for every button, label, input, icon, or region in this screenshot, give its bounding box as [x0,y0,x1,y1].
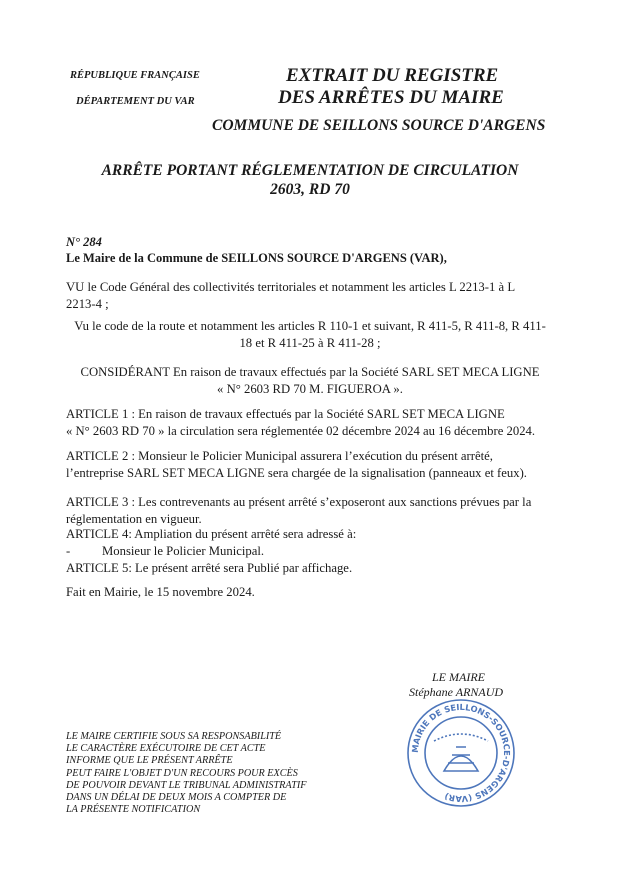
article-2 [66,448,586,482]
article-2-line2: l’entreprise SARL SET MECA LIGNE sera chargée de la signalisation (panneaux et feux). [66,466,527,480]
footer-line: LA PRÉSENTE NOTIFICATION [66,804,201,816]
signature-title: LE MAIRE [432,670,485,684]
stamp-inner-ring [425,717,497,789]
footer-line: INFORME QUE LE PRÉSENT ARRÊTE [66,755,233,767]
vu-code-route [40,318,580,352]
article-1 [66,406,586,440]
article-4-line1: ARTICLE 4: Ampliation du présent arrêté sera adressé à: [66,527,357,541]
departement-du-var: DÉPARTEMENT DU VAR [76,96,195,107]
extrait-registre-line1: EXTRAIT DU REGISTRE [286,65,499,86]
stamp-outer-ring [408,700,514,806]
mairie-stamp [404,697,518,809]
footer-line: LE CARACTÈRE EXÉCUTOIRE DE CET ACTE [66,743,266,755]
vu-code-general [66,279,566,313]
footer-line: DE POUVOIR DEVANT LE TRIBUNAL ADMINISTRATIF [66,779,307,791]
vu-code-route-line2: 18 et R 411-25 à R 411-28 ; [239,336,381,350]
article-4-dash: - [66,544,71,558]
arrete-title-line1: ARRÊTE PORTANT RÉGLEMENTATION DE CIRCULATION [101,162,519,179]
article-5-line1: ARTICLE 5: Le présent arrêté sera Publié par affichage. [66,561,353,575]
article-4-line2: Monsieur le Policier Municipal. [102,544,265,558]
footer-line: DANS UN DÉLAI DE DEUX MOIS A COMPTER DE [66,792,287,804]
arrete-title-line2: 2603, RD 70 [270,181,350,198]
vu-code-general-line2: 2213-4 ; [66,297,109,311]
considerant [40,364,580,398]
article-3-line2: réglementation en vigueur. [66,512,202,526]
article-4-recipient [66,543,586,560]
extrait-registre-line2: DES ARRÊTES DU MAIRE [278,87,504,108]
article-4 [66,526,586,577]
footer-line: PEUT FAIRE L'OBJET D'UN RECOURS POUR EXCÈS [66,767,298,779]
commune-name: COMMUNE DE SEILLONS SOURCE D'ARGENS [212,117,546,134]
article-1-line1: ARTICLE 1 : En raison de travaux effectués par la Société SARL SET MECA LIGNE [66,407,505,421]
footer-certification [66,731,307,816]
article-3-line1: ARTICLE 3 : Les contrevenants au présent arrêté s’exposeront aux sanctions prévues par la [66,495,532,509]
stamp-emblem-arc [434,734,488,741]
vu-code-route-line1: Vu le code de la route et notamment les articles R 110-1 et suivant, R 411-5, R 411-8, R 411- [74,319,546,333]
considerant-line1: CONSIDÉRANT En raison de travaux effectués par la Société SARL SET MECA LIGNE [80,365,540,379]
maire-line: Le Maire de la Commune de SEILLONS SOURCE D'ARGENS (VAR), [66,251,447,265]
vu-code-general-line1: VU le Code Général des collectivités territoriales et notamment les articles L 2213-1 à L [66,280,516,294]
article-1-line2: « N° 2603 RD 70 » la circulation sera réglementée 02 décembre 2024 au 16 décembre 2024. [66,424,536,438]
article-2-line1: ARTICLE 2 : Monsieur le Policier Municipal assurera l’exécution du présent arrêté, [66,449,493,463]
considerant-line2: « N° 2603 RD 70 M. FIGUEROA ». [217,382,403,396]
signature-name: Stéphane ARNAUD [409,685,504,699]
stamp-textpath: MAIRIE DE SEILLONS-SOURCE-D'ARGENS (VAR) [409,701,513,805]
footer-line: LE MAIRE CERTIFIE SOUS SA RESPONSABILITÉ [66,731,282,742]
republique-francaise: RÉPUBLIQUE FRANÇAISE [70,70,200,81]
arrete-number: N° 284 [66,235,102,249]
article-3 [66,494,586,528]
fait-en-mairie: Fait en Mairie, le 15 novembre 2024. [66,585,255,599]
stamp-seal-icon [404,697,518,809]
